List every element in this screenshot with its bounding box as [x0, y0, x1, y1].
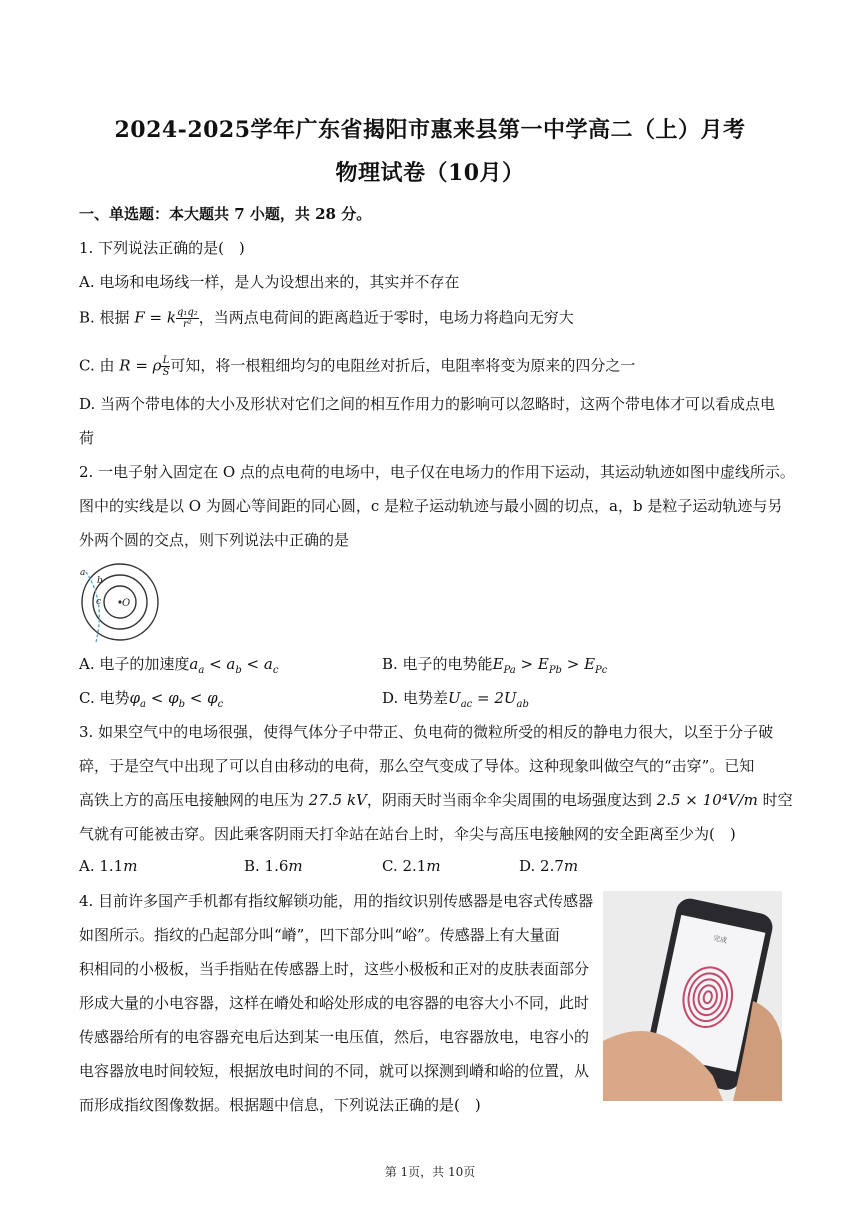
q3-line3-text-a: 高铁上方的高压电接触网的电压为 [79, 791, 305, 809]
q2-option-b-math: $E_{Pa} > E_{Pb} > E_{Pc}$ [492, 655, 608, 676]
q3-option-a [79, 856, 137, 876]
q3-stem-line2: 碎，于是空气中出现了可以自由移动的电荷，那么空气变成了导体。这种现象叫做空气的“击穿”。已知 [79, 757, 755, 775]
fig-label-b: b [97, 576, 103, 586]
q4-stem-line4: 形成大量的小电容器，这样在嵴处和峪处形成的电容器的电容大小不同，此时 [79, 994, 590, 1012]
q3-option-a-value: A. 1.1 [79, 857, 124, 875]
q4-stem-line2: 如图所示。指纹的凸起部分叫“嵴”，凹下部分叫“峪”。传感器上有大量面 [79, 926, 560, 944]
fraction-denominator: r² [182, 319, 192, 330]
q2-option-b [382, 654, 607, 681]
exam-title-line2: 物理试卷（10月） [335, 160, 525, 186]
q1-option-b-prefix: B. 根据 [79, 308, 130, 327]
q3-line3-text-b: ，阴雨天时当雨伞伞尖周围的电场强度达到 [366, 791, 652, 809]
fraction-numerator: L [162, 355, 170, 366]
q2-stem-line1: 2. 一电子射入固定在 O 点的点电荷的电场中，电子仅在电场力的作用下运动，其运动轨迹如图中虚线所示。 [79, 463, 795, 481]
q3-option-c-value: C. 2.1 [382, 857, 427, 875]
q3-stem-line3 [79, 790, 793, 810]
page-footer: 第 1页，共 10页 [384, 1165, 476, 1179]
q1-option-b-formula: F = k [134, 308, 176, 327]
q2-stem-line3: 外两个圆的交点，则下列说法中正确的是 [79, 531, 350, 549]
fraction-numerator: q₁q₂ [176, 307, 198, 318]
q3-option-c [382, 856, 441, 876]
q3-option-d-value: D. 2.7 [519, 857, 564, 875]
q3-option-d [519, 856, 578, 876]
q1-option-c-fraction [161, 355, 170, 378]
exam-title-line1: 2024-2025学年广东省揭阳市惠来县第一中学高二（上）月考 [114, 117, 746, 143]
q2-option-a-math: $a_a < a_b < a_c$ [189, 655, 279, 676]
q2-stem-line2: 图中的实线是以 O 为圆心等间距的同心圆，c 是粒子运动轨迹与最小圆的切点，a，b 是粒子运动轨迹与另 [79, 497, 783, 515]
q3-stem-line1: 3. 如果空气中的电场很强，使得气体分子中带正、负电荷的微粒所受的相反的静电力很大，以至于分子破 [79, 723, 774, 741]
q2-option-c-text: C. 电势 [79, 689, 130, 707]
concentric-circles-diagram [76, 562, 162, 644]
unit-m: m [563, 857, 579, 875]
q1-option-d-line1: D. 当两个带电体的大小及形状对它们之间的相互作用力的影响可以忽略时，这两个带电体才可以看成点电 [79, 395, 776, 413]
q4-stem-line5: 传感器给所有的电容器充电后达到某一电压值，然后，电容器放电，电容小的 [79, 1028, 590, 1046]
q3-option-b [244, 856, 303, 876]
fraction-denominator: S [162, 367, 170, 378]
q3-line3-text-c: 时空 [762, 791, 793, 809]
phone-screen-title: 完成 [712, 934, 728, 945]
q4-stem-line1: 4. 目前许多国产手机都有指纹解锁功能，用的指纹识别传感器是电容式传感器 [79, 892, 594, 910]
fig-label-o: O [122, 598, 131, 609]
q3-stem-line4: 气就有可能被击穿。因此乘客阴雨天打伞站在站台上时，伞尖与高压电接触网的安全距离至少为( ) [79, 825, 736, 843]
q1-option-d-line2: 荷 [79, 429, 95, 447]
q2-option-b-text: B. 电子的电势能 [382, 655, 493, 673]
unit-m: m [426, 857, 441, 875]
q1-option-c [79, 355, 635, 378]
q1-option-b-suffix: ，当两点电荷间的距离趋近于零时，电场力将趋向无穷大 [198, 308, 574, 327]
fig-label-a: a [80, 568, 86, 578]
q4-stem-line3: 积相同的小极板，当手指贴在传感器上时，这些小极板和正对的皮肤表面部分 [79, 960, 590, 978]
q1-option-b [79, 307, 574, 330]
unit-m: m [288, 857, 303, 875]
fingerprint-phone-photo [603, 891, 782, 1101]
section-heading: 一、单选题：本大题共 7 小题，共 28 分。 [79, 205, 372, 223]
q1-option-c-prefix: C. 由 [79, 356, 115, 375]
q3-voltage-value: 27.5 kV [308, 791, 367, 809]
q2-option-d [382, 688, 529, 715]
q2-option-c-math: $\varphi_a < \varphi_b < \varphi_c$ [129, 689, 224, 710]
q1-option-c-formula: R = ρ [119, 356, 162, 375]
q1-option-c-suffix: 可知，将一根粗细均匀的电阻丝对折后，电阻率将变为原来的四分之一 [170, 356, 636, 375]
q2-option-d-math: $U_{ac} = 2U_{ab}$ [448, 689, 529, 710]
fig-label-c: c [96, 597, 102, 607]
q3-field-value: 2.5 × 10⁴V/m [656, 791, 758, 809]
q2-option-d-text: D. 电势差 [382, 689, 449, 707]
q1-stem: 1. 下列说法正确的是( ) [79, 239, 245, 257]
q2-option-a-text: A. 电子的加速度 [79, 655, 190, 673]
q4-stem-line7: 而形成指纹图像数据。根据题中信息，下列说法正确的是( ) [79, 1096, 481, 1114]
q1-option-b-fraction [176, 307, 199, 330]
q1-option-a: A. 电场和电场线一样，是人为设想出来的，其实并不存在 [79, 273, 460, 291]
q2-option-a [79, 654, 278, 681]
unit-m: m [123, 857, 138, 875]
q2-option-c [79, 688, 223, 715]
q4-stem-line6: 电容器放电时间较短，根据放电时间的不同，就可以探测到嵴和峪的位置，从 [79, 1062, 590, 1080]
q3-option-b-value: B. 1.6 [244, 857, 289, 875]
